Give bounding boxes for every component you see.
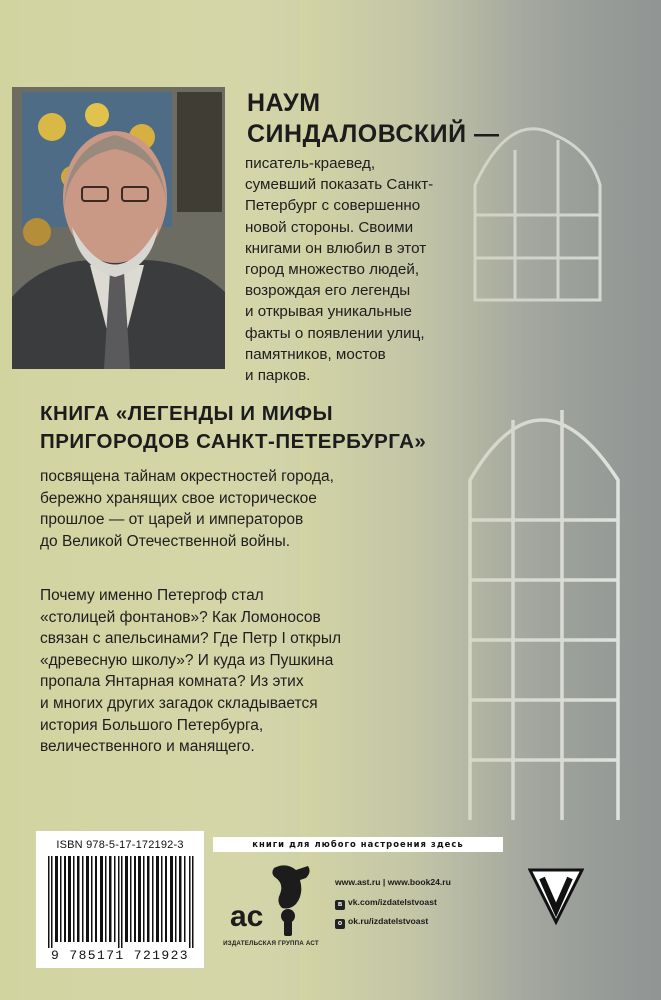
- questions-line: «древесную школу»? И куда из Пушкина: [40, 651, 334, 669]
- bio-line: город множество людей,: [245, 261, 420, 279]
- vk-link-row: [335, 897, 437, 910]
- description-line: до Великой Отечественной войны.: [40, 532, 291, 550]
- bio-line: книгами он влюбил в этот: [245, 239, 427, 257]
- bio-line: возрождая его легенды: [245, 282, 411, 300]
- isbn-barcode-box: [36, 831, 204, 968]
- v-triangle-icon: [528, 866, 584, 926]
- bio-line: и парков.: [245, 367, 311, 385]
- title-line: ПРИГОРОДОВ САНКТ-ПЕТЕРБУРГА»: [40, 430, 427, 453]
- questions-line: пропала Янтарная комната? Из этих: [40, 673, 304, 691]
- author-portrait: [12, 87, 225, 369]
- book-description: [40, 466, 334, 552]
- publisher-websites: www.ast.ru | www.book24.ru: [335, 877, 451, 887]
- questions-line: связан с апельсинами? Где Петр I открыл: [40, 630, 342, 648]
- publisher-group-name: ИЗДАТЕЛЬСКАЯ ГРУППА АСТ: [223, 940, 319, 947]
- isbn-label: ISBN 978-5-17-172192-3: [56, 839, 184, 851]
- title-line: КНИГА «ЛЕГЕНДЫ И МИФЫ: [40, 402, 334, 425]
- questions-line: Почему именно Петергоф стал: [40, 587, 264, 604]
- description-line: посвящена тайнам окрестностей города,: [40, 468, 334, 485]
- barcode: [46, 856, 196, 948]
- bio-line: и открывая уникальные: [245, 303, 412, 321]
- description-line: прошлое — от царей и императоров: [40, 511, 304, 529]
- svg-text:ас: ас: [230, 900, 264, 933]
- ok-link: ok.ru/izdatelstvoast: [348, 916, 429, 926]
- bio-line: Петербург с совершенно: [245, 197, 421, 215]
- questions-line: и многих других загадок складывается: [40, 694, 318, 712]
- questions-line: история Большого Петербурга,: [40, 716, 264, 734]
- ast-logo: [226, 860, 316, 940]
- bio-line: факты о появлении улиц,: [245, 324, 425, 342]
- vk-icon: в: [335, 900, 345, 910]
- description-line: бережно хранящих свое историческое: [40, 489, 317, 507]
- author-name-line: НАУМ: [247, 89, 321, 117]
- author-name: [247, 88, 500, 150]
- bio-line: писатель-краевед,: [245, 155, 376, 172]
- ok-link-row: [335, 916, 428, 929]
- publisher-tagline: книги для любого настроения здесь: [213, 837, 503, 852]
- bio-line: новой стороны. Своими: [245, 218, 414, 236]
- questions-line: величественного и манящего.: [40, 738, 255, 756]
- bio-line: памятников, мостов: [245, 345, 386, 363]
- ok-icon: о: [335, 919, 345, 929]
- book-questions: [40, 585, 341, 758]
- vk-link: vk.com/izdatelstvoast: [348, 897, 437, 907]
- questions-line: «столицей фонтанов»? Как Ломоносов: [40, 608, 321, 626]
- author-bio: [245, 153, 595, 386]
- barcode-digits: 9 785171 721923: [50, 948, 190, 963]
- book-title: [40, 400, 426, 456]
- bio-line: сумевший показать Санкт-: [245, 176, 434, 194]
- author-name-line: СИНДАЛОВСКИЙ —: [247, 120, 500, 148]
